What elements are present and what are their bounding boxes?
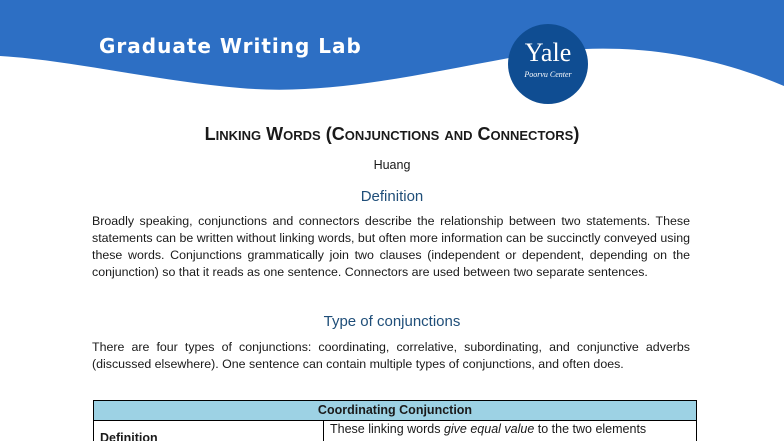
table-row: [94, 421, 696, 441]
yale-logo: [508, 24, 588, 104]
coordinating-conjunction-table: [93, 400, 697, 441]
lab-name: Graduate Writing Lab: [99, 34, 362, 58]
document-author: Huang: [373, 158, 411, 172]
document-title: Linking Words (Conjunctions and Connectors): [204, 124, 580, 144]
logo-wordmark: Yale: [524, 38, 572, 67]
row-text-cell: [330, 421, 690, 437]
types-paragraph: There are four types of conjunctions: coordinating, correlative, subordinating, and conjunctive adverbs (discussed elsewhere). One sentence can contain multiple types of conjunctions, and often does.: [92, 340, 690, 371]
section-heading-definition: Definition: [360, 188, 424, 205]
section-heading-types: Type of conjunctions: [323, 313, 461, 330]
row-label-cell: Definition: [94, 421, 324, 441]
page-header: [0, 0, 784, 110]
logo-subtitle: Poorvu Center: [524, 70, 572, 79]
row-text-emphasis: give equal value: [443, 422, 535, 436]
row-text-start: These linking words: [330, 422, 444, 436]
table-header: Coordinating Conjunction: [94, 401, 696, 421]
definition-paragraph: Broadly speaking, conjunctions and connectors describe the relationship between two statements. These statements can be written without linking words, but often more information can be succinctly conveyed using these words. Conjunctions grammatically join two clauses (independent or dependent, depending on the conjunction) so that it reads as one sentence. Connectors are used between two separate sentences.: [92, 214, 690, 279]
row-text-end: to the two elements: [534, 422, 647, 436]
